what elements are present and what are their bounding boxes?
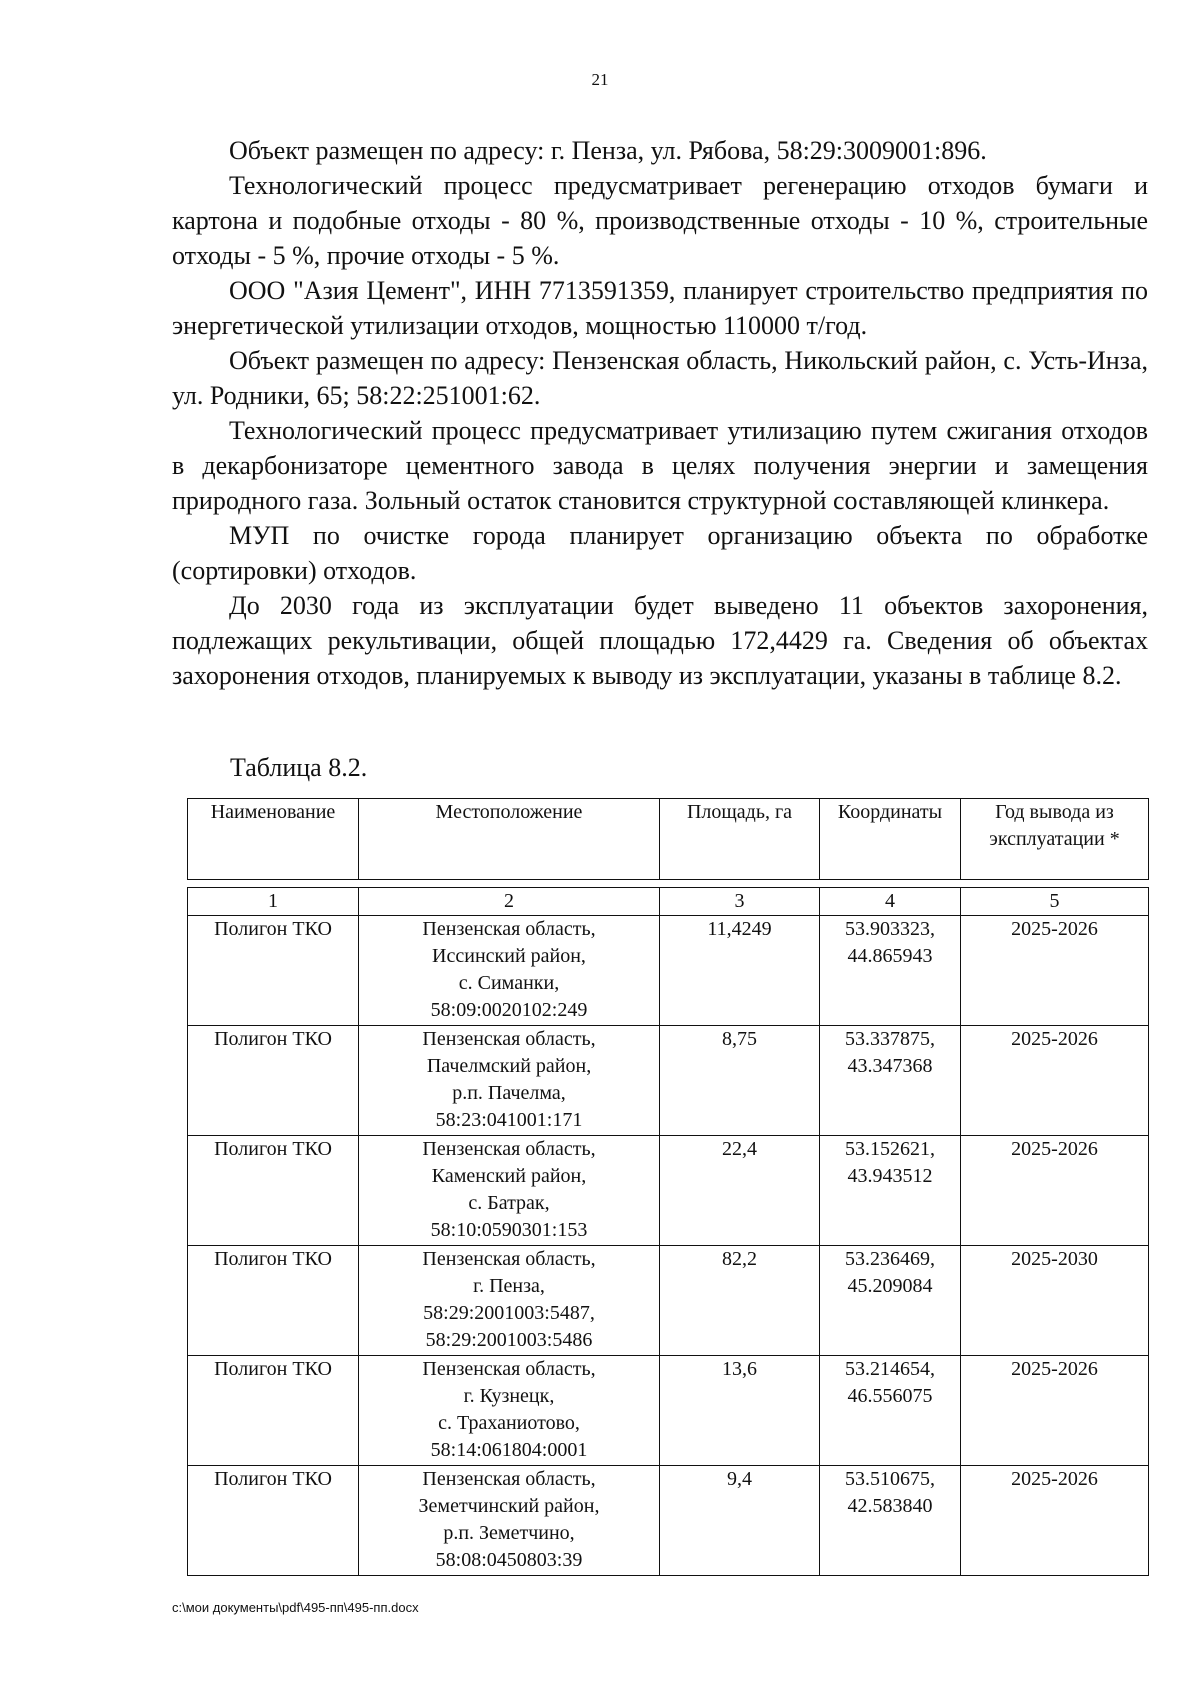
coords-cell-line: 44.865943 [847, 945, 933, 967]
location-cell-line: Каменский район, [431, 1165, 587, 1187]
location-cell-line: с. Батрак, [468, 1192, 550, 1214]
area-cell: 8,75 [660, 1026, 820, 1136]
header-cell: Наименование [188, 799, 359, 880]
location-cell-line: 58:29:2001003:5486 [425, 1329, 593, 1351]
paragraph: Технологический процесс предусматривает утилизацию путем сжигания отходов в декарбонизаторе цементного завода в целях получения энергии и замещения природного газа. Зольный остаток становится структурной составляющей клинкера. [172, 416, 1148, 515]
coords-cell-line: 43.943512 [847, 1165, 933, 1187]
location-cell-line: с. Симанки, [458, 972, 560, 994]
location-cell-line: г. Пенза, [473, 1275, 545, 1297]
name-cell: Полигон ТКО [188, 1466, 359, 1576]
column-number: 5 [961, 888, 1149, 916]
table-row [188, 1246, 1149, 1356]
location-cell-line: 58:14:061804:0001 [430, 1439, 588, 1461]
location-cell-line: Пензенская область, [422, 918, 596, 940]
location-cell [359, 1356, 660, 1466]
header-cell: Год вывода из эксплуатации * [961, 799, 1149, 880]
area-cell: 9,4 [660, 1466, 820, 1576]
column-number: 4 [820, 888, 961, 916]
location-cell-line: Пензенская область, [422, 1468, 596, 1490]
column-number: 1 [188, 888, 359, 916]
table-row [188, 1026, 1149, 1136]
location-cell-line: Иссинский район, [432, 945, 586, 967]
paragraph: До 2030 года из эксплуатации будет выведено 11 объектов захоронения, подлежащих рекультивации, общей площадью 172,4429 га. Сведения об объектах захоронения отходов, планируемых к выводу из эксплуатации, указаны в таблице 8.2. [172, 591, 1148, 690]
name-cell: Полигон ТКО [188, 916, 359, 1026]
location-cell-line: Пензенская область, [422, 1028, 596, 1050]
page-number: 21 [591, 70, 609, 89]
year-cell: 2025-2026 [961, 1466, 1149, 1576]
area-cell: 82,2 [660, 1246, 820, 1356]
location-cell-line: с. Траханиотово, [438, 1412, 580, 1434]
year-cell: 2025-2026 [961, 1136, 1149, 1246]
coords-cell [820, 916, 961, 1026]
coords-cell-line: 53.214654, [845, 1358, 935, 1380]
location-cell-line: р.п. Земетчино, [443, 1522, 575, 1544]
location-cell-line: Пензенская область, [422, 1358, 596, 1380]
location-cell-line: 58:23:041001:171 [435, 1109, 583, 1131]
location-cell-line: г. Кузнецк, [463, 1385, 555, 1407]
name-cell: Полигон ТКО [188, 1356, 359, 1466]
year-cell: 2025-2030 [961, 1246, 1149, 1356]
year-cell: 2025-2026 [961, 1026, 1149, 1136]
location-cell [359, 1466, 660, 1576]
paragraph: Объект размещен по адресу: Пензенская область, Никольский район, с. Усть-Инза, ул. Родники, 65; 58:22:251001:62. [172, 346, 1148, 410]
coords-cell-line: 53.337875, [845, 1028, 935, 1050]
location-cell-line: 58:09:0020102:249 [430, 999, 588, 1021]
year-cell: 2025-2026 [961, 1356, 1149, 1466]
data-table [187, 887, 1149, 1576]
location-cell-line: Пачелмский район, [426, 1055, 592, 1077]
name-cell: Полигон ТКО [188, 1246, 359, 1356]
table-row [188, 916, 1149, 1026]
table-body [188, 888, 1149, 1576]
location-cell-line: Пензенская область, [422, 1138, 596, 1160]
paragraph: Объект размещен по адресу: г. Пенза, ул. Рябова, 58:29:3009001:896. [229, 136, 987, 165]
coords-cell-line: 53.236469, [845, 1248, 935, 1270]
location-cell-line: Пензенская область, [422, 1248, 596, 1270]
name-cell: Полигон ТКО [188, 1026, 359, 1136]
location-cell-line: р.п. Пачелма, [452, 1082, 566, 1104]
column-number: 2 [359, 888, 660, 916]
coords-cell-line: 53.152621, [845, 1138, 935, 1160]
header-cell: Координаты [820, 799, 961, 880]
table-caption: Таблица 8.2. [230, 753, 368, 782]
table-row [188, 1466, 1149, 1576]
area-cell: 22,4 [660, 1136, 820, 1246]
paragraph: Технологический процесс предусматривает регенерацию отходов бумаги и картона и подобные отходы - 80 %, производственные отходы - 10 %, строительные отходы - 5 %, прочие отходы - 5 %. [172, 171, 1148, 270]
paragraph: МУП по очистке города планирует организацию объекта по обработке (сортировки) отходов. [172, 521, 1148, 585]
table-header [187, 798, 1149, 880]
coords-cell-line: 45.209084 [847, 1275, 933, 1297]
table-row [188, 1136, 1149, 1246]
header-row [188, 799, 1149, 880]
location-cell [359, 1246, 660, 1356]
column-number-row [188, 888, 1149, 916]
coords-cell-line: 53.903323, [845, 918, 935, 940]
body-text [172, 133, 1148, 693]
location-cell-line: Земетчинский район, [418, 1495, 600, 1517]
location-cell-line: 58:08:0450803:39 [435, 1549, 583, 1571]
location-cell-line: 58:29:2001003:5487, [423, 1302, 595, 1324]
area-cell: 11,4249 [660, 916, 820, 1026]
location-cell [359, 916, 660, 1026]
name-cell: Полигон ТКО [188, 1136, 359, 1246]
coords-cell-line: 42.583840 [847, 1495, 933, 1517]
coords-cell [820, 1356, 961, 1466]
column-number: 3 [660, 888, 820, 916]
location-cell [359, 1026, 660, 1136]
table-row [188, 1356, 1149, 1466]
header-cell: Площадь, га [660, 799, 820, 880]
location-cell-line: 58:10:0590301:153 [430, 1219, 588, 1241]
paragraph: ООО "Азия Цемент", ИНН 7713591359, планирует строительство предприятия по энергетической утилизации отходов, мощностью 110000 т/год. [172, 276, 1148, 340]
coords-cell [820, 1026, 961, 1136]
coords-cell-line: 53.510675, [845, 1468, 935, 1490]
coords-cell [820, 1466, 961, 1576]
file-path-footer: c:\мои документы\pdf\495-пп\495-пп.docx [172, 1600, 419, 1615]
area-cell: 13,6 [660, 1356, 820, 1466]
header-cell: Местоположение [359, 799, 660, 880]
coords-cell-line: 46.556075 [847, 1385, 933, 1407]
year-cell: 2025-2026 [961, 916, 1149, 1026]
coords-cell [820, 1246, 961, 1356]
location-cell [359, 1136, 660, 1246]
coords-cell [820, 1136, 961, 1246]
coords-cell-line: 43.347368 [847, 1055, 933, 1077]
